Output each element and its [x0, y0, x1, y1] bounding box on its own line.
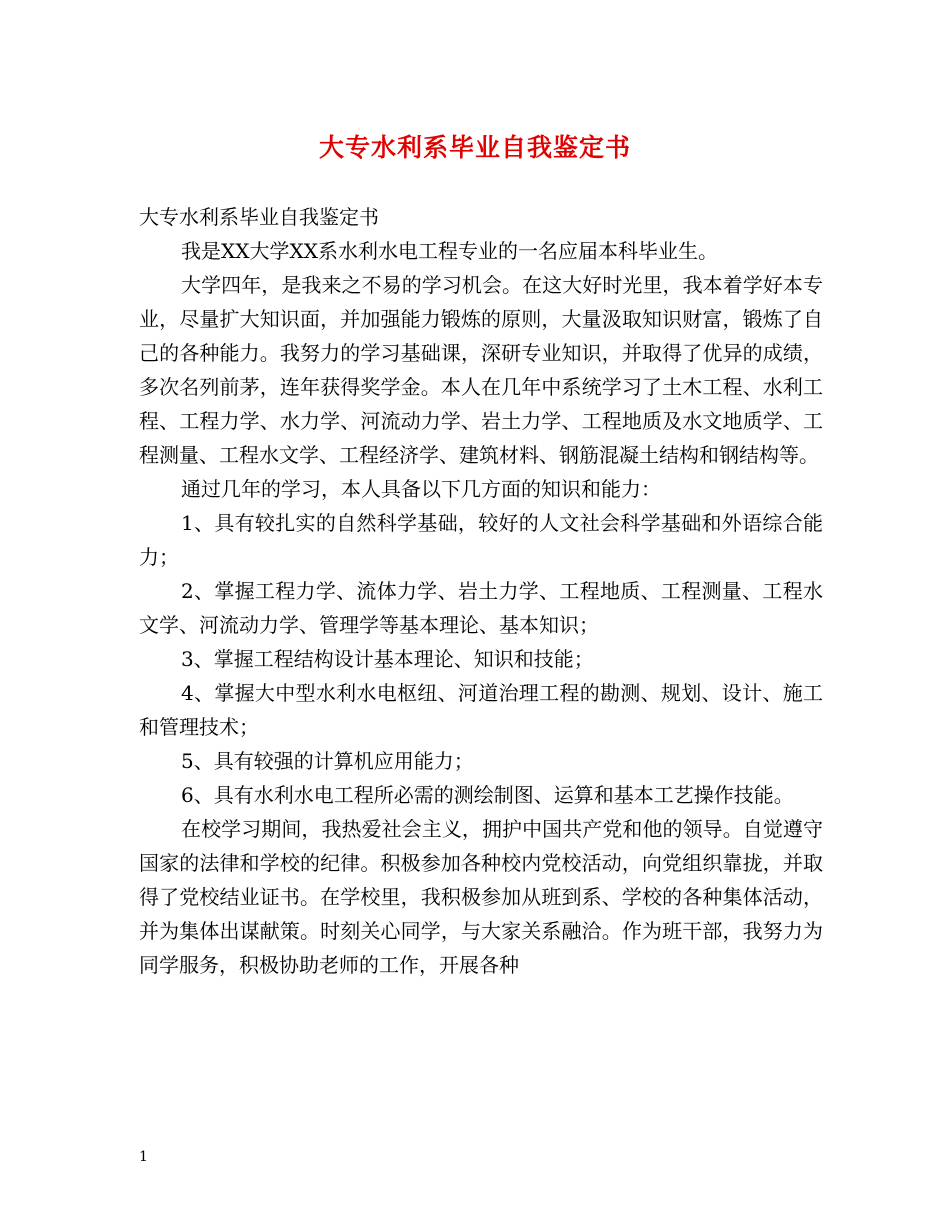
document-title: 大专水利系毕业自我鉴定书	[318, 133, 631, 162]
list-item-5: 5、具有较强的计算机应用能力；	[181, 749, 474, 773]
list-item-4: 4、掌握大中型水利水电枢纽、河道治理工程的勘测、规划、设计、施工和管理技术；	[139, 681, 823, 739]
document-body	[139, 200, 823, 982]
list-item-1: 1、具有较扎实的自然科学基础，较好的人文社会科学基础和外语综合能力；	[139, 511, 823, 569]
page-number: 1	[139, 1149, 148, 1165]
paragraph-study: 大学四年，是我来之不易的学习机会。在这大好时光里，我本着学好本专业，尽量扩大知识面，并加强能力锻炼的原则，大量汲取知识财富，锻炼了自己的各种能力。我努力的学习基础课，深研专业知识，并取得了优异的成绩，多次名列前茅，连年获得奖学金。本人在几年中系统学习了土木工程、水利工程、工程力学、水力学、河流动力学、岩土力学、工程地质及水文地质学、工程测量、工程水文学、工程经济学、建筑材料、钢筋混凝土结构和钢结构等。	[139, 273, 823, 467]
paragraph-intro: 我是XX大学XX系水利水电工程专业的一名应届本科毕业生。	[181, 239, 718, 263]
paragraph-abilities-intro: 通过几年的学习，本人具备以下几方面的知识和能力：	[181, 477, 661, 501]
list-item-3: 3、掌握工程结构设计基本理论、知识和技能；	[181, 647, 594, 671]
paragraph-school-life: 在校学习期间，我热爱社会主义，拥护中国共产党和他的领导。自觉遵守国家的法律和学校的纪律。积极参加各种校内党校活动，向党组织靠拢，并取得了党校结业证书。在学校里，我积极参加从班到系、学校的各种集体活动，并为集体出谋献策。时刻关心同学，与大家关系融洽。作为班干部，我努力为同学服务，积极协助老师的工作，开展各种	[139, 817, 823, 977]
list-item-2: 2、掌握工程力学、流体力学、岩土力学、工程地质、工程测量、工程水文学、河流动力学、管理学等基本理论、基本知识；	[139, 579, 823, 637]
list-item-6: 6、具有水利水电工程所必需的测绘制图、运算和基本工艺操作技能。	[181, 783, 794, 807]
paragraph-heading: 大专水利系毕业自我鉴定书	[139, 205, 379, 229]
